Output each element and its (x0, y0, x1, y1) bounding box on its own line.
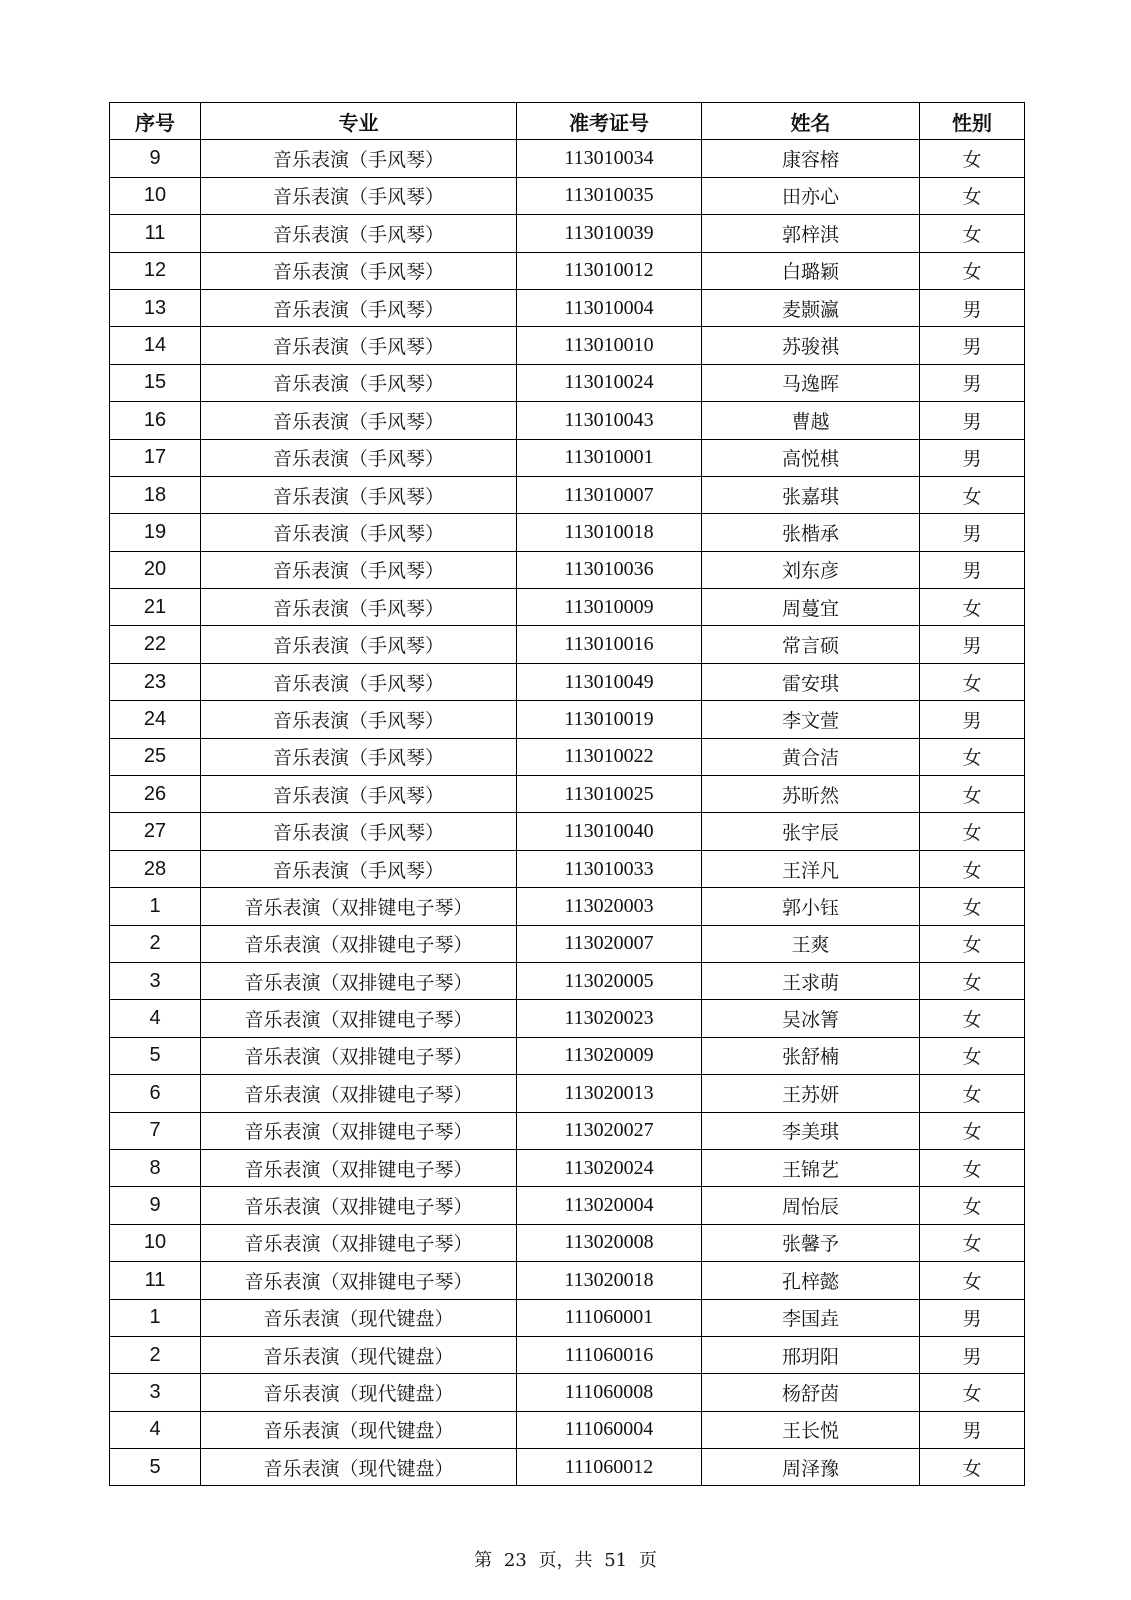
table-row (110, 402, 1025, 439)
cell-major: 音乐表演（手风琴） (201, 289, 517, 326)
table-row (110, 663, 1025, 700)
cell-name: 田亦心 (702, 177, 920, 214)
cell-exam-id: 113020004 (517, 1187, 702, 1224)
cell-exam-id: 113020003 (517, 888, 702, 925)
cell-gender: 男 (920, 439, 1025, 476)
cell-major: 音乐表演（手风琴） (201, 701, 517, 738)
cell-major: 音乐表演（现代键盘） (201, 1411, 517, 1448)
cell-exam-id: 113010022 (517, 738, 702, 775)
cell-exam-id: 113010010 (517, 327, 702, 364)
table-row (110, 1000, 1025, 1037)
table-row (110, 1112, 1025, 1149)
cell-gender: 男 (920, 1336, 1025, 1373)
cell-exam-id: 113010007 (517, 476, 702, 513)
cell-exam-id: 113020027 (517, 1112, 702, 1149)
cell-major: 音乐表演（手风琴） (201, 850, 517, 887)
cell-major: 音乐表演（手风琴） (201, 626, 517, 663)
table-row (110, 140, 1025, 177)
cell-gender: 女 (920, 476, 1025, 513)
cell-serial-number: 17 (110, 439, 201, 476)
cell-name: 马逸晖 (702, 364, 920, 401)
cell-gender: 女 (920, 962, 1025, 999)
cell-gender: 女 (920, 888, 1025, 925)
cell-serial-number: 20 (110, 551, 201, 588)
cell-gender: 女 (920, 177, 1025, 214)
cell-gender: 男 (920, 364, 1025, 401)
cell-serial-number: 15 (110, 364, 201, 401)
cell-exam-id: 113010018 (517, 514, 702, 551)
cell-gender: 男 (920, 514, 1025, 551)
cell-major: 音乐表演（手风琴） (201, 663, 517, 700)
cell-exam-id: 113020023 (517, 1000, 702, 1037)
cell-major: 音乐表演（双排键电子琴） (201, 925, 517, 962)
cell-serial-number: 14 (110, 327, 201, 364)
table-row (110, 1037, 1025, 1074)
cell-exam-id: 111060004 (517, 1411, 702, 1448)
table-row (110, 1262, 1025, 1299)
cell-exam-id: 113010025 (517, 776, 702, 813)
cell-exam-id: 111060016 (517, 1336, 702, 1373)
cell-serial-number: 9 (110, 1187, 201, 1224)
cell-major: 音乐表演（双排键电子琴） (201, 962, 517, 999)
cell-exam-id: 113020007 (517, 925, 702, 962)
cell-gender: 女 (920, 1000, 1025, 1037)
cell-exam-id: 113010034 (517, 140, 702, 177)
cell-exam-id: 113010033 (517, 850, 702, 887)
table-row (110, 626, 1025, 663)
cell-serial-number: 23 (110, 663, 201, 700)
cell-name: 孔梓懿 (702, 1262, 920, 1299)
cell-name: 张舒楠 (702, 1037, 920, 1074)
cell-exam-id: 113010024 (517, 364, 702, 401)
cell-major: 音乐表演（双排键电子琴） (201, 1262, 517, 1299)
cell-name: 麦颢瀛 (702, 289, 920, 326)
cell-serial-number: 2 (110, 925, 201, 962)
table-row (110, 776, 1025, 813)
cell-name: 刘东彦 (702, 551, 920, 588)
table-row (110, 476, 1025, 513)
cell-name: 苏昕然 (702, 776, 920, 813)
cell-name: 王爽 (702, 925, 920, 962)
cell-major: 音乐表演（手风琴） (201, 813, 517, 850)
table-row (110, 1299, 1025, 1336)
cell-gender: 女 (920, 1187, 1025, 1224)
cell-exam-id: 111060008 (517, 1374, 702, 1411)
cell-major: 音乐表演（双排键电子琴） (201, 1075, 517, 1112)
cell-gender: 女 (920, 925, 1025, 962)
cell-exam-id: 113020018 (517, 1262, 702, 1299)
cell-serial-number: 8 (110, 1149, 201, 1186)
cell-name: 吴冰箐 (702, 1000, 920, 1037)
cell-name: 李文萱 (702, 701, 920, 738)
cell-major: 音乐表演（现代键盘） (201, 1374, 517, 1411)
cell-major: 音乐表演（双排键电子琴） (201, 888, 517, 925)
cell-gender: 女 (920, 1262, 1025, 1299)
table-row (110, 962, 1025, 999)
cell-gender: 女 (920, 738, 1025, 775)
cell-name: 常言硕 (702, 626, 920, 663)
table-row (110, 215, 1025, 252)
cell-gender: 男 (920, 402, 1025, 439)
table-row (110, 1374, 1025, 1411)
cell-exam-id: 113010040 (517, 813, 702, 850)
cell-serial-number: 1 (110, 888, 201, 925)
table-row (110, 1411, 1025, 1448)
cell-serial-number: 27 (110, 813, 201, 850)
cell-major: 音乐表演（手风琴） (201, 776, 517, 813)
cell-exam-id: 113020009 (517, 1037, 702, 1074)
cell-gender: 女 (920, 1224, 1025, 1261)
cell-gender: 男 (920, 626, 1025, 663)
cell-serial-number: 21 (110, 589, 201, 626)
cell-serial-number: 16 (110, 402, 201, 439)
cell-name: 黄合洁 (702, 738, 920, 775)
cell-name: 张宇辰 (702, 813, 920, 850)
cell-major: 音乐表演（现代键盘） (201, 1449, 517, 1486)
cell-gender: 女 (920, 1449, 1025, 1486)
cell-serial-number: 13 (110, 289, 201, 326)
table-row (110, 738, 1025, 775)
table-row (110, 701, 1025, 738)
table-body (110, 140, 1025, 1486)
cell-gender: 女 (920, 140, 1025, 177)
cell-name: 高悦棋 (702, 439, 920, 476)
cell-serial-number: 24 (110, 701, 201, 738)
cell-serial-number: 19 (110, 514, 201, 551)
cell-name: 王苏妍 (702, 1075, 920, 1112)
cell-gender: 女 (920, 589, 1025, 626)
table-row (110, 1336, 1025, 1373)
cell-name: 康容榕 (702, 140, 920, 177)
cell-exam-id: 113020024 (517, 1149, 702, 1186)
cell-major: 音乐表演（双排键电子琴） (201, 1187, 517, 1224)
cell-name: 苏骏祺 (702, 327, 920, 364)
cell-name: 邢玥阳 (702, 1336, 920, 1373)
cell-major: 音乐表演（手风琴） (201, 252, 517, 289)
cell-exam-id: 113010036 (517, 551, 702, 588)
cell-exam-id: 111060012 (517, 1449, 702, 1486)
table-row (110, 289, 1025, 326)
cell-name: 周怡辰 (702, 1187, 920, 1224)
table-header-row (110, 103, 1025, 140)
cell-name: 曹越 (702, 402, 920, 439)
cell-exam-id: 113010012 (517, 252, 702, 289)
cell-exam-id: 113020005 (517, 962, 702, 999)
cell-major: 音乐表演（手风琴） (201, 364, 517, 401)
cell-gender: 女 (920, 663, 1025, 700)
cell-name: 张嘉琪 (702, 476, 920, 513)
cell-name: 王长悦 (702, 1411, 920, 1448)
cell-major: 音乐表演（手风琴） (201, 551, 517, 588)
cell-exam-id: 113010043 (517, 402, 702, 439)
table-row (110, 327, 1025, 364)
cell-gender: 男 (920, 1411, 1025, 1448)
cell-name: 王洋凡 (702, 850, 920, 887)
cell-serial-number: 2 (110, 1336, 201, 1373)
cell-major: 音乐表演（手风琴） (201, 738, 517, 775)
cell-serial-number: 7 (110, 1112, 201, 1149)
cell-major: 音乐表演（双排键电子琴） (201, 1000, 517, 1037)
table-row (110, 1149, 1025, 1186)
cell-gender: 女 (920, 1112, 1025, 1149)
cell-exam-id: 113020008 (517, 1224, 702, 1261)
cell-serial-number: 28 (110, 850, 201, 887)
cell-major: 音乐表演（手风琴） (201, 514, 517, 551)
header-exam-id: 准考证号 (517, 103, 702, 140)
cell-major: 音乐表演（手风琴） (201, 327, 517, 364)
cell-major: 音乐表演（手风琴） (201, 215, 517, 252)
cell-gender: 女 (920, 813, 1025, 850)
cell-serial-number: 3 (110, 1374, 201, 1411)
table-row (110, 364, 1025, 401)
cell-major: 音乐表演（手风琴） (201, 476, 517, 513)
cell-exam-id: 113010001 (517, 439, 702, 476)
cell-gender: 女 (920, 850, 1025, 887)
table-row (110, 589, 1025, 626)
table-row (110, 1075, 1025, 1112)
cell-exam-id: 111060001 (517, 1299, 702, 1336)
cell-serial-number: 26 (110, 776, 201, 813)
cell-gender: 女 (920, 1075, 1025, 1112)
cell-name: 杨舒茵 (702, 1374, 920, 1411)
cell-serial-number: 10 (110, 1224, 201, 1261)
table-row (110, 813, 1025, 850)
header-name: 姓名 (702, 103, 920, 140)
cell-name: 张馨予 (702, 1224, 920, 1261)
cell-name: 李国垚 (702, 1299, 920, 1336)
cell-serial-number: 22 (110, 626, 201, 663)
cell-gender: 男 (920, 551, 1025, 588)
cell-exam-id: 113010035 (517, 177, 702, 214)
header-major: 专业 (201, 103, 517, 140)
cell-name: 王求萌 (702, 962, 920, 999)
table-row (110, 888, 1025, 925)
cell-exam-id: 113010049 (517, 663, 702, 700)
table-row (110, 1224, 1025, 1261)
cell-major: 音乐表演（手风琴） (201, 140, 517, 177)
cell-name: 郭小钰 (702, 888, 920, 925)
cell-gender: 女 (920, 1037, 1025, 1074)
cell-serial-number: 9 (110, 140, 201, 177)
cell-name: 李美琪 (702, 1112, 920, 1149)
cell-gender: 女 (920, 252, 1025, 289)
cell-major: 音乐表演（双排键电子琴） (201, 1112, 517, 1149)
cell-exam-id: 113010016 (517, 626, 702, 663)
cell-name: 周蔓宜 (702, 589, 920, 626)
cell-exam-id: 113010039 (517, 215, 702, 252)
table-row (110, 177, 1025, 214)
page-number-footer: 第 23 页，共 51 页 (474, 1550, 657, 1571)
cell-gender: 女 (920, 776, 1025, 813)
cell-serial-number: 11 (110, 215, 201, 252)
cell-gender: 女 (920, 1149, 1025, 1186)
cell-exam-id: 113010004 (517, 289, 702, 326)
table-row (110, 514, 1025, 551)
cell-name: 周泽豫 (702, 1449, 920, 1486)
cell-name: 张楷承 (702, 514, 920, 551)
cell-name: 白璐颖 (702, 252, 920, 289)
cell-serial-number: 4 (110, 1411, 201, 1448)
cell-gender: 男 (920, 327, 1025, 364)
header-serial-number: 序号 (110, 103, 201, 140)
table-row (110, 850, 1025, 887)
table-row (110, 1187, 1025, 1224)
cell-exam-id: 113010019 (517, 701, 702, 738)
cell-name: 雷安琪 (702, 663, 920, 700)
cell-serial-number: 6 (110, 1075, 201, 1112)
cell-gender: 男 (920, 1299, 1025, 1336)
admission-roster-table (109, 102, 1025, 1486)
cell-major: 音乐表演（手风琴） (201, 439, 517, 476)
cell-name: 郭梓淇 (702, 215, 920, 252)
table-row (110, 439, 1025, 476)
cell-gender: 女 (920, 215, 1025, 252)
cell-major: 音乐表演（现代键盘） (201, 1336, 517, 1373)
cell-exam-id: 113010009 (517, 589, 702, 626)
cell-major: 音乐表演（手风琴） (201, 402, 517, 439)
cell-major: 音乐表演（双排键电子琴） (201, 1037, 517, 1074)
table-row (110, 925, 1025, 962)
cell-major: 音乐表演（手风琴） (201, 177, 517, 214)
table-row (110, 252, 1025, 289)
cell-serial-number: 1 (110, 1299, 201, 1336)
cell-major: 音乐表演（双排键电子琴） (201, 1149, 517, 1186)
cell-gender: 男 (920, 289, 1025, 326)
cell-gender: 女 (920, 1374, 1025, 1411)
cell-serial-number: 18 (110, 476, 201, 513)
cell-serial-number: 5 (110, 1037, 201, 1074)
cell-major: 音乐表演（手风琴） (201, 589, 517, 626)
cell-serial-number: 5 (110, 1449, 201, 1486)
cell-serial-number: 12 (110, 252, 201, 289)
cell-serial-number: 25 (110, 738, 201, 775)
cell-name: 王锦艺 (702, 1149, 920, 1186)
cell-serial-number: 3 (110, 962, 201, 999)
cell-gender: 男 (920, 701, 1025, 738)
cell-exam-id: 113020013 (517, 1075, 702, 1112)
table-row (110, 551, 1025, 588)
header-gender: 性别 (920, 103, 1025, 140)
cell-serial-number: 11 (110, 1262, 201, 1299)
table-row (110, 1449, 1025, 1486)
cell-major: 音乐表演（现代键盘） (201, 1299, 517, 1336)
cell-serial-number: 10 (110, 177, 201, 214)
cell-serial-number: 4 (110, 1000, 201, 1037)
cell-major: 音乐表演（双排键电子琴） (201, 1224, 517, 1261)
